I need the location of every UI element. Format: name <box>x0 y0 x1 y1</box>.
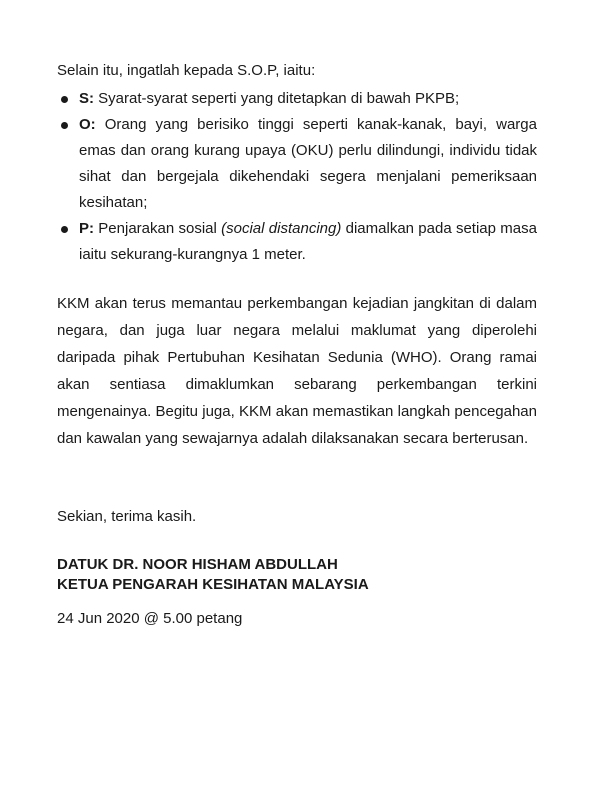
sop-item-o <box>57 112 537 216</box>
sop-intro-text: Selain itu, ingatlah kepada S.O.P, iaitu: <box>57 62 316 79</box>
sop-text-p-before: Penjarakan sosial <box>94 220 222 237</box>
sop-text-s: Syarat-syarat seperti yang ditetapkan di bawah PKPB; <box>94 90 460 107</box>
sop-list <box>57 86 537 268</box>
signatory-name: DATUK DR. NOOR HISHAM ABDULLAH <box>57 556 338 573</box>
sop-key-o: O: <box>79 116 96 133</box>
sop-text-p-after: diamalkan pada setiap masa iaitu sekurang-kurangnya 1 meter. <box>79 220 537 263</box>
closing-text: Sekian, terima kasih. <box>57 508 197 525</box>
sop-text-o: Orang yang berisiko tinggi seperti kanak-kanak, bayi, warga emas dan orang kurang upaya (OKU) perlu dilindungi, individu tidak sihat dan bergejala dikehendaki segera menjalani pemeriksaan kesihatan; <box>79 116 537 211</box>
bullet-icon <box>61 122 68 129</box>
sop-item-p <box>57 216 537 268</box>
sop-item-s <box>57 86 537 112</box>
sop-key-p: P: <box>79 220 94 237</box>
bullet-icon <box>61 96 68 103</box>
sop-key-s: S: <box>79 90 94 107</box>
sop-text-p-italic: (social distancing) <box>221 220 342 237</box>
bullet-icon <box>61 226 68 233</box>
document-date: 24 Jun 2020 @ 5.00 petang <box>57 610 243 627</box>
signatory-title: KETUA PENGARAH KESIHATAN MALAYSIA <box>57 576 369 593</box>
body-paragraph: KKM akan terus memantau perkembangan kejadian jangkitan di dalam negara, dan juga luar negara melalui maklumat yang diperolehi daripada pihak Pertubuhan Kesihatan Sedunia (WHO). Orang ramai akan sentiasa dimaklumkan sebarang perkembangan terkini mengenainya. Begitu juga, KKM akan memastikan langkah pencegahan dan kawalan yang sewajarnya adalah dilaksanakan secara berterusan. <box>57 295 537 447</box>
